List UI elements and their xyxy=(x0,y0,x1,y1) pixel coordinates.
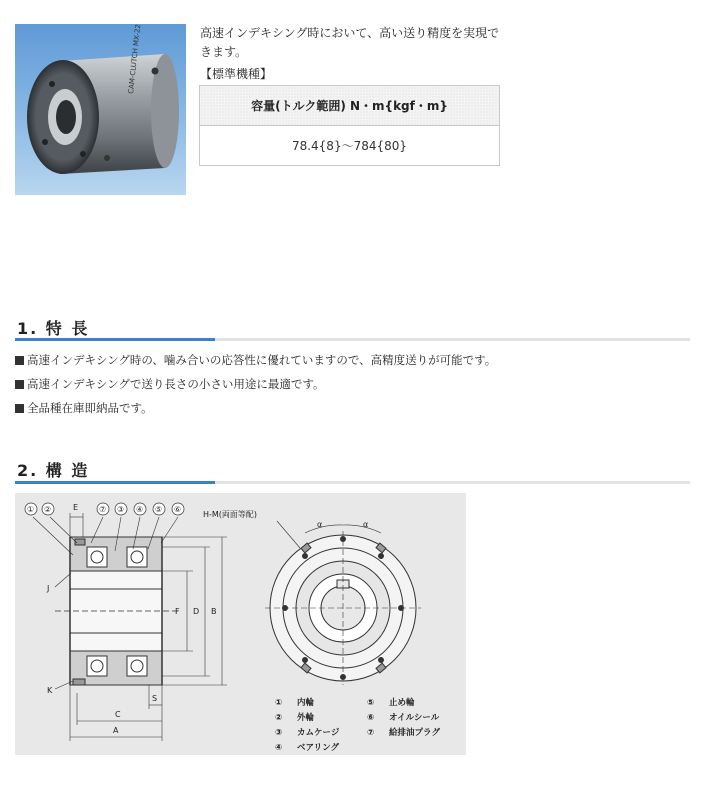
legend-num: ④ xyxy=(275,743,283,753)
legend-num: ① xyxy=(275,698,283,708)
legend-num: ⑤ xyxy=(367,698,375,708)
balloon-label: ① xyxy=(27,505,35,514)
feature-item: 高速インデキシングで送り長さの小さい用途に最適です。 xyxy=(15,376,324,392)
dim-label-a: A xyxy=(113,726,119,735)
section-divider xyxy=(15,481,690,484)
dim-label-c: C xyxy=(115,710,121,719)
bullet-square-icon xyxy=(15,380,24,389)
legend-name: 給排油プラグ xyxy=(389,728,441,738)
bullet-square-icon xyxy=(15,404,24,413)
balloon-label: ③ xyxy=(117,505,125,514)
standard-models-label: 【標準機種】 xyxy=(200,67,273,81)
alpha-label: α xyxy=(363,520,369,529)
legend-num: ⑥ xyxy=(367,713,375,723)
spec-table xyxy=(199,85,500,166)
structure-drawing-svg xyxy=(15,493,466,755)
section-title-features: 1. 特 長 xyxy=(17,319,90,338)
dim-label-b: B xyxy=(211,607,217,616)
intro-text: 高速インデキシング時において、高い送り精度を実現できます。 xyxy=(200,26,500,59)
legend-num: ⑦ xyxy=(367,728,375,738)
dim-label-j: J xyxy=(47,584,50,593)
section-divider xyxy=(15,338,690,341)
legend-name: オイルシール xyxy=(389,713,440,723)
dim-label-s: S xyxy=(152,694,158,703)
legend-name: ベアリング xyxy=(297,743,339,753)
front-view xyxy=(265,521,421,685)
legend-name: カムケージ xyxy=(297,728,340,738)
section-title-structure: 2. 構 造 xyxy=(17,461,90,480)
spec-table-value: 78.4{8}〜784{80} xyxy=(200,126,500,166)
balloon-label: ⑦ xyxy=(99,505,107,514)
legend-name: 止め輪 xyxy=(389,698,415,708)
spec-table-header: 容量(トルク範囲) N・m{kgf・m} xyxy=(200,86,500,126)
bullet-square-icon xyxy=(15,356,24,365)
legend-name: 外輪 xyxy=(297,713,315,723)
balloon-label: ⑥ xyxy=(174,505,182,514)
photo-engraving-text: CAM-CLUTCH MX-22 xyxy=(127,24,143,95)
legend-num: ③ xyxy=(275,728,283,738)
balloon-label: ⑤ xyxy=(155,505,163,514)
legend-name: 内輪 xyxy=(297,698,315,708)
balloon-label: ④ xyxy=(136,505,144,514)
product-photo xyxy=(15,24,186,195)
dim-label-e: E xyxy=(73,503,79,512)
legend-num: ② xyxy=(275,713,283,723)
balloon-label: ② xyxy=(44,505,52,514)
dim-label-f: F xyxy=(175,607,180,616)
alpha-label: α xyxy=(317,520,323,529)
parts-legend xyxy=(275,697,441,753)
structure-drawing xyxy=(15,493,466,755)
dim-label-k: K xyxy=(47,686,53,695)
hm-label: H-M(両面等配) xyxy=(203,510,258,519)
feature-item: 高速インデキシング時の、噛み合いの応答性に優れていますので、高精度送りが可能です。 xyxy=(15,352,496,368)
feature-item: 全品種在庫即納品です。 xyxy=(15,400,153,416)
dim-label-d: D xyxy=(193,607,200,616)
